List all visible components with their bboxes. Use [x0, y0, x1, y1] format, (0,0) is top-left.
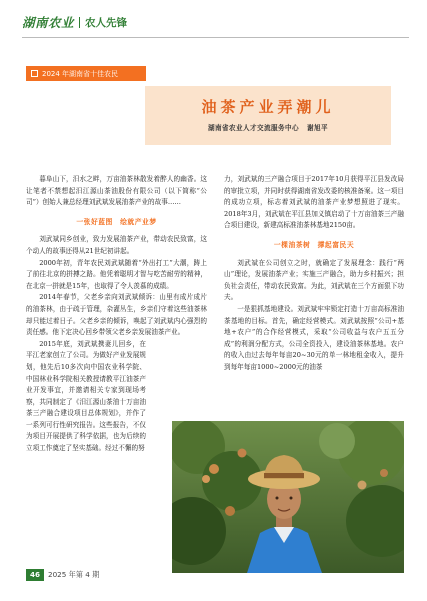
byline — [145, 122, 391, 132]
header-rule — [22, 37, 409, 38]
page-number: 46 — [26, 569, 44, 581]
paragraph: 刘武斌同乡创业，致力发展油茶产业，带动农民致富，这个动人的故事还得从21世纪初讲起。 — [26, 235, 207, 255]
left-column — [26, 174, 207, 455]
paragraph: 一是狠抓基地建设。刘武斌牢牢锁定打造十万亩高标准油茶基地的目标。首先，确定经营模式。刘武斌按照“公司+基地+农户”的合作经营模式，采取“公司收益与农户五五分成”的利润分配方式，公司全资投入，建设油茶林基地。农户的收入由过去每年每亩20~30元的单一林地租金收入，提升到每年每亩1000~2000元的油茶 — [224, 304, 404, 371]
magazine-brand: 湖南农业 — [22, 15, 75, 30]
category-banner — [26, 66, 146, 81]
issue-label: 2025 年第 4 期 — [48, 570, 100, 579]
title-panel — [145, 86, 391, 145]
paragraph: 2014年春节，父老乡亲向刘武斌倾诉：山里有成片成片的油茶林，由于疏于管理，杂灌丛生，乡亲们守着这些油茶林却只能过着日子。父老乡亲的倾诉，唤起了刘武斌内心强烈的责任感。他下定决心回乡带领父老乡亲发展油茶产业。 — [26, 293, 207, 337]
subheading: 一棵油茶树 撑起富民天 — [273, 240, 355, 249]
paragraph: 2015年底，刘武斌携妻儿回乡，在平江老家创立了公司。为做好产业发展规划，他先后10多次向中国农业科学院、中国林业科学院相关教授请教平江油茶产业开发事宜，并邀请相关专家到现场考察，共同制定了《汨江源山茶油十万亩油茶三产融合建设项目总体规划》，并作了一系列可行性研究报告。这些报告，不仅为项目开展提供了科学依据，也为后续的立项工作奠定了坚实基础。经过不懈的努 — [26, 339, 146, 453]
paragraph: 刘武斌在公司创立之时，就确定了发展理念：践行“两山”理论，发展油茶产业；实施三产融合，助力乡村振兴；担负社会责任，带动农民致富。为此，刘武斌在三个方面狠下功夫。 — [224, 258, 404, 302]
subheading: 一张好蓝图 绘就产业梦 — [76, 217, 157, 226]
section-name: 农人先锋 — [85, 16, 128, 29]
byline-author: 谢旭平 — [306, 124, 328, 132]
masthead — [22, 12, 127, 32]
right-column — [224, 174, 404, 374]
byline-org: 湖南省农业人才交流服务中心 — [208, 124, 299, 132]
portrait-photo — [172, 421, 404, 573]
banner-text: 2024 年湖南省十佳农民 — [42, 69, 119, 78]
page-footer — [26, 569, 99, 581]
paragraph: 2000年初，青年农民刘武斌随着“外出打工”大潮，踌上了前往北京的拼搏之路。他凭着聪明才智与吃苦耐劳的精神，在北京一拼就是15年，也取得了令人羡慕的成绩。 — [26, 258, 207, 290]
paragraph: 力，刘武斌的三产融合项目于2017年10月获得平江县发改局的审批立项，并同时获得湖南省发改委的核准备案。这一项目的成功立项，标志着刘武斌的油茶产业梦想照进了现实。2018年3月，刘武斌在平江县加义镇启动了十万亩油茶三产融合项目建设，新建高标准油茶林基地2150亩。 — [224, 175, 404, 230]
header-separator — [79, 17, 80, 28]
square-icon — [31, 70, 38, 77]
photo-illustration — [172, 421, 404, 573]
article-title: 油茶产业弄潮儿 — [201, 98, 335, 116]
paragraph: 暮阜山下，汨水之畔，万亩油茶林散发着醉人的幽香。这让笔者不禁想起汨江源山茶油股份有限公司（以下简称“公司”）创始人兼总经理刘武斌发展油茶产业的故事…… — [26, 175, 207, 207]
